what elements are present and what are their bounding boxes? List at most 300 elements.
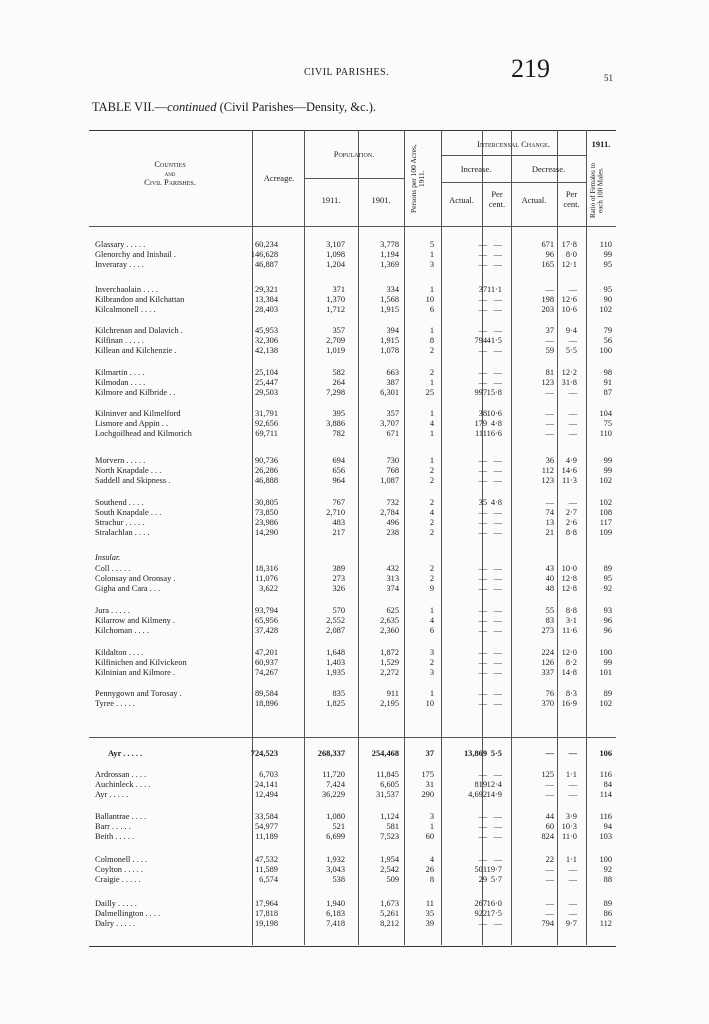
parish-name: Lismore and Appin . . [95, 419, 169, 428]
density: 37 [425, 749, 434, 758]
decrease-actual: 273 [541, 626, 554, 635]
parish-name: Kilninian and Kilmore . [95, 668, 176, 677]
female-ratio: 100 [599, 855, 612, 864]
parish-name: Morvern . . . . . [95, 456, 146, 465]
decrease-percent: — [568, 909, 577, 918]
increase-percent: — [493, 305, 502, 314]
population-1901: 625 [386, 606, 399, 615]
increase-percent: — [493, 240, 502, 249]
population-1911: 6,183 [326, 909, 345, 918]
density: 31 [425, 780, 434, 789]
decrease-percent: 8·0 [565, 250, 577, 259]
acreage: 17,818 [254, 909, 278, 918]
increase-actual: — [478, 689, 487, 698]
population-1901: 11,845 [376, 770, 399, 779]
table-row [0, 326, 709, 336]
population-1901: 1,915 [380, 336, 399, 345]
decrease-actual: 48 [545, 584, 554, 593]
increase-actual: — [478, 919, 487, 928]
density: 10 [425, 699, 434, 708]
acreage: 31,791 [254, 409, 278, 418]
acreage: 24,141 [254, 780, 278, 789]
increase-actual: 501 [474, 865, 487, 874]
acreage: 11,189 [255, 832, 278, 841]
acreage: 69,711 [255, 429, 278, 438]
density: 2 [429, 346, 434, 355]
increase-percent: — [493, 250, 502, 259]
header-rule [441, 182, 586, 183]
table-row [0, 648, 709, 658]
increase-actual: — [478, 606, 487, 615]
density: 2 [429, 368, 434, 377]
female-ratio: 117 [599, 518, 612, 527]
acreage: 89,584 [254, 689, 278, 698]
parish-name: Coll . . . . . [95, 564, 131, 573]
decrease-actual: — [545, 285, 554, 294]
density: 2 [429, 476, 434, 485]
population-1901: 1,568 [380, 295, 399, 304]
decrease-actual: 13 [545, 518, 554, 527]
parish-name: Kildalton . . . . [95, 648, 144, 657]
table-caption: TABLE VII.—continued (Civil Parishes—Density, &c.). [92, 100, 377, 114]
female-ratio: 99 [603, 250, 612, 259]
parish-name: Southend . . . . [95, 498, 144, 507]
parish-name: Dailly . . . . . [95, 899, 137, 908]
table-row [0, 250, 709, 260]
acreage: 92,656 [254, 419, 278, 428]
population-1901: 7,523 [380, 832, 399, 841]
population-1911: 264 [332, 378, 345, 387]
parish-name: Gigha and Cara . . . [95, 584, 161, 593]
increase-percent: — [493, 456, 502, 465]
acreage: 29,321 [254, 285, 278, 294]
female-ratio: 100 [599, 346, 612, 355]
increase-actual: 29 [478, 875, 487, 884]
table-row [0, 346, 709, 356]
table-row [0, 832, 709, 842]
density: 4 [429, 419, 434, 428]
density: 4 [429, 855, 434, 864]
density: 10 [425, 295, 434, 304]
decrease-actual: 74 [545, 508, 554, 517]
density: 9 [429, 584, 434, 593]
year-header: 1911. [591, 139, 611, 149]
acreage: 46,887 [254, 260, 278, 269]
intercensal-header: Intercensal Change. [477, 139, 550, 149]
decrease-percent: 10·6 [561, 305, 577, 314]
acreage: 17,964 [254, 899, 278, 908]
decrease-actual: 370 [541, 699, 554, 708]
population-1901: 671 [386, 429, 399, 438]
increase-actual: 267 [474, 899, 487, 908]
density: 1 [429, 250, 434, 259]
increase-actual: 4,692 [468, 790, 487, 799]
parish-name: Kilmore and Kilbride . . [95, 388, 176, 397]
density: 1 [429, 378, 434, 387]
table-row [0, 476, 709, 486]
acreage: 37,428 [254, 626, 278, 635]
acreage: 60,937 [254, 658, 278, 667]
density: 2 [429, 518, 434, 527]
increase-actual: — [478, 250, 487, 259]
density: 4 [429, 616, 434, 625]
density: 8 [429, 336, 434, 345]
female-ratio: 56 [603, 336, 612, 345]
female-ratio: 102 [599, 476, 612, 485]
acreage: 60,234 [254, 240, 278, 249]
table-row [0, 749, 709, 759]
decrease-percent: 2·7 [565, 508, 577, 517]
increase-percent: — [493, 606, 502, 615]
increase-header: Increase. [460, 164, 492, 174]
acreage: 23,986 [254, 518, 278, 527]
decrease-percent: 8·2 [565, 658, 577, 667]
acreage: 45,953 [254, 326, 278, 335]
population-1911: 694 [332, 456, 345, 465]
table-row [0, 689, 709, 699]
acreage: 12,494 [254, 790, 278, 799]
population-1911: 1,019 [326, 346, 345, 355]
acreage-header: Acreage. [263, 173, 295, 183]
decrease-percent: 11·6 [561, 626, 577, 635]
dec-percent-header: Per cent. [563, 189, 580, 209]
decrease-actual: 671 [541, 240, 554, 249]
female-ratio: 102 [599, 305, 612, 314]
density: 3 [429, 668, 434, 677]
acreage: 3,622 [259, 584, 278, 593]
decrease-percent: 4·9 [565, 456, 577, 465]
dec-actual-header: Actual. [521, 195, 547, 205]
increase-actual: — [478, 626, 487, 635]
density: 175 [421, 770, 434, 779]
increase-percent: — [493, 832, 502, 841]
increase-actual: 922 [474, 909, 487, 918]
female-ratio: 89 [603, 899, 612, 908]
increase-percent: — [493, 508, 502, 517]
population-1901: 3,707 [380, 419, 399, 428]
decrease-actual: — [545, 909, 554, 918]
table-row [0, 812, 709, 822]
table-row [0, 909, 709, 919]
increase-percent: — [493, 326, 502, 335]
population-1911: 3,043 [326, 865, 345, 874]
decrease-percent: 11·3 [561, 476, 577, 485]
parish-name: Ardrossan . . . . [95, 770, 147, 779]
decrease-percent: — [568, 899, 577, 908]
female-ratio: 95 [603, 574, 612, 583]
acreage: 11,589 [255, 865, 278, 874]
decrease-actual: — [545, 875, 554, 884]
density: 2 [429, 498, 434, 507]
decrease-percent: 10·3 [561, 822, 577, 831]
decrease-percent: 1·1 [565, 855, 577, 864]
acreage: 29,503 [254, 388, 278, 397]
parish-name: Kilmartin . . . . [95, 368, 145, 377]
table-row [0, 919, 709, 929]
increase-percent: — [493, 466, 502, 475]
density: 60 [425, 832, 434, 841]
increase-percent: — [493, 518, 502, 527]
table-row [0, 336, 709, 346]
table-row [0, 518, 709, 528]
decrease-actual: 21 [545, 528, 554, 537]
density: 26 [425, 865, 434, 874]
population-1901: 313 [386, 574, 399, 583]
increase-actual: — [478, 240, 487, 249]
density: 1 [429, 822, 434, 831]
female-ratio: 94 [603, 822, 612, 831]
population-1901: 496 [386, 518, 399, 527]
female-ratio: 92 [603, 865, 612, 874]
density: 6 [429, 626, 434, 635]
population-1911: 1,370 [326, 295, 345, 304]
female-ratio: 116 [599, 770, 612, 779]
table-row [0, 498, 709, 508]
increase-percent: — [493, 699, 502, 708]
acreage: 65,956 [254, 616, 278, 625]
female-ratio: 110 [599, 240, 612, 249]
increase-actual: — [478, 518, 487, 527]
decrease-percent: — [568, 336, 577, 345]
population-1911: 371 [332, 285, 345, 294]
parish-name: Kilarrow and Kilmeny . [95, 616, 176, 625]
density: 6 [429, 305, 434, 314]
parish-name: Kilfinan . . . . . [95, 336, 144, 345]
parish-name: Colmonell . . . . [95, 855, 148, 864]
density: 3 [429, 812, 434, 821]
decrease-actual: 60 [545, 822, 554, 831]
table-row [0, 780, 709, 790]
table-row [0, 528, 709, 538]
decrease-percent: 8·8 [565, 606, 577, 615]
population-1911: 1,940 [326, 899, 345, 908]
density: 1 [429, 409, 434, 418]
female-ratio: 75 [603, 419, 612, 428]
increase-percent: 16·6 [486, 429, 502, 438]
population-1911: 964 [332, 476, 345, 485]
increase-actual: — [478, 456, 487, 465]
decrease-percent: 5·5 [565, 346, 577, 355]
population-1911: 1,648 [326, 648, 345, 657]
increase-percent: 4·8 [490, 498, 502, 507]
parish-name: Craigie . . . . . [95, 875, 141, 884]
increase-percent: — [493, 346, 502, 355]
decrease-percent: 31·8 [561, 378, 577, 387]
decrease-percent: — [568, 780, 577, 789]
decrease-actual: — [545, 749, 554, 758]
decrease-actual: 83 [545, 616, 554, 625]
page-number-small: 51 [604, 73, 613, 83]
decrease-actual: — [545, 899, 554, 908]
decrease-actual: 165 [541, 260, 554, 269]
table-row [0, 584, 709, 594]
parish-name: Auchinleck . . . . [95, 780, 151, 789]
parish-name: Ballantrae . . . . [95, 812, 147, 821]
population-1901: 911 [386, 689, 399, 698]
decrease-percent: 1·1 [565, 770, 577, 779]
decrease-actual: 203 [541, 305, 554, 314]
acreage: 18,896 [254, 699, 278, 708]
population-1901: 238 [386, 528, 399, 537]
decrease-actual: 112 [541, 466, 554, 475]
population-1901: 2,195 [380, 699, 399, 708]
decrease-actual: — [545, 780, 554, 789]
parish-name: Glassary . . . . . [95, 240, 146, 249]
increase-actual: — [478, 508, 487, 517]
decrease-actual: 337 [541, 668, 554, 677]
table-row [0, 285, 709, 295]
inc-percent-header: Per cent. [488, 189, 506, 209]
acreage: 19,198 [254, 919, 278, 928]
population-1901: 31,537 [375, 790, 399, 799]
increase-actual: — [478, 658, 487, 667]
parish-name: Barr . . . . . [95, 822, 131, 831]
decrease-actual: 76 [545, 689, 554, 698]
table-row [0, 606, 709, 616]
table-row [0, 616, 709, 626]
density: 5 [429, 240, 434, 249]
population-1901: 1,124 [380, 812, 399, 821]
decrease-percent: 12·2 [561, 368, 577, 377]
decrease-actual: — [545, 790, 554, 799]
female-ratio: 114 [599, 790, 612, 799]
parish-name: Pennygown and Torosay . [95, 689, 182, 698]
female-ratio: 93 [603, 606, 612, 615]
population-1911: 1,098 [326, 250, 345, 259]
female-ratio: 86 [603, 909, 612, 918]
increase-actual: — [478, 326, 487, 335]
increase-actual: 13,869 [463, 749, 487, 758]
increase-actual: — [478, 699, 487, 708]
decrease-actual: 126 [541, 658, 554, 667]
acreage: 26,286 [254, 466, 278, 475]
population-1901: 387 [386, 378, 399, 387]
population-1901: 334 [386, 285, 399, 294]
increase-percent: — [493, 574, 502, 583]
acreage: 74,267 [254, 668, 278, 677]
decrease-actual: 198 [541, 295, 554, 304]
density: 1 [429, 689, 434, 698]
increase-percent: — [493, 295, 502, 304]
decrease-actual: 794 [541, 919, 554, 928]
decrease-percent: 12·1 [561, 260, 577, 269]
increase-percent: — [493, 378, 502, 387]
density: 25 [425, 388, 434, 397]
decrease-percent: 10·0 [561, 564, 577, 573]
parish-name: Ayr . . . . . [108, 749, 143, 758]
increase-percent: 17·5 [486, 909, 502, 918]
population-1911: 36,229 [321, 790, 345, 799]
population-1911: 11,720 [322, 770, 345, 779]
population-1901: 1,954 [380, 855, 399, 864]
parish-name: Glenorchy and Inishail . [95, 250, 176, 259]
increase-actual: 179 [474, 419, 487, 428]
density: 35 [425, 909, 434, 918]
table-row [0, 626, 709, 636]
population-header: Population. [333, 149, 375, 159]
population-1901: 254,468 [371, 749, 399, 758]
decrease-actual: 40 [545, 574, 554, 583]
decrease-actual: 36 [545, 456, 554, 465]
increase-percent: — [493, 528, 502, 537]
density: 8 [429, 875, 434, 884]
decrease-percent: 16·9 [561, 699, 577, 708]
increase-actual: — [478, 855, 487, 864]
decrease-percent: — [568, 419, 577, 428]
decrease-actual: 81 [545, 368, 554, 377]
parish-name: Killean and Kilchenzie . [95, 346, 177, 355]
density: 3 [429, 648, 434, 657]
female-ratio: 110 [599, 429, 612, 438]
population-1901: 768 [386, 466, 399, 475]
table-row [0, 419, 709, 429]
density: 2 [429, 564, 434, 573]
density: 2 [429, 466, 434, 475]
decrease-percent: — [568, 790, 577, 799]
decrease-actual: 22 [545, 855, 554, 864]
ratio-header: Ratio of Females to each 100 Males. [589, 162, 605, 218]
population-1911: 6,699 [326, 832, 345, 841]
table-row [0, 429, 709, 439]
increase-percent: 16·0 [486, 899, 502, 908]
population-1911: 570 [332, 606, 345, 615]
increase-percent: 5·5 [490, 749, 502, 758]
acreage: 6,574 [259, 875, 278, 884]
female-ratio: 98 [603, 368, 612, 377]
female-ratio: 90 [603, 295, 612, 304]
decrease-percent: 9·7 [565, 919, 577, 928]
decrease-percent: 8·3 [565, 689, 577, 698]
population-1911: 782 [332, 429, 345, 438]
table-row [0, 574, 709, 584]
increase-actual: — [478, 574, 487, 583]
population-1901: 432 [386, 564, 399, 573]
acreage: 33,584 [254, 812, 278, 821]
table-row [0, 668, 709, 678]
acreage: 73,850 [254, 508, 278, 517]
acreage: 47,201 [254, 648, 278, 657]
increase-actual: — [478, 822, 487, 831]
increase-actual: 111 [475, 429, 487, 438]
decrease-percent: — [568, 865, 577, 874]
female-ratio: 102 [599, 699, 612, 708]
decrease-percent: — [568, 409, 577, 418]
female-ratio: 91 [603, 378, 612, 387]
parish-name: Dalry . . . . . [95, 919, 136, 928]
population-1911: 2,710 [326, 508, 345, 517]
population-1911: 521 [332, 822, 345, 831]
table-row [0, 875, 709, 885]
running-title: CIVIL PARISHES. [304, 67, 390, 78]
acreage: 90,736 [254, 456, 278, 465]
population-1911: 1,935 [326, 668, 345, 677]
acreage: 146,628 [250, 250, 278, 259]
population-1901: 2,784 [380, 508, 399, 517]
acreage: 54,977 [254, 822, 278, 831]
increase-percent: — [493, 689, 502, 698]
parish-name: Tyree . . . . . [95, 699, 135, 708]
female-ratio: 112 [599, 919, 612, 928]
decrease-header: Decrease. [531, 164, 566, 174]
acreage: 42,138 [254, 346, 278, 355]
density: 2 [429, 528, 434, 537]
increase-actual: — [478, 476, 487, 485]
table-row [0, 378, 709, 388]
page-number-large: 219 [511, 54, 550, 83]
parish-name: Kilchoman . . . . [95, 626, 149, 635]
parish-name: Strachur . . . . . [95, 518, 145, 527]
acreage: 14,290 [254, 528, 278, 537]
